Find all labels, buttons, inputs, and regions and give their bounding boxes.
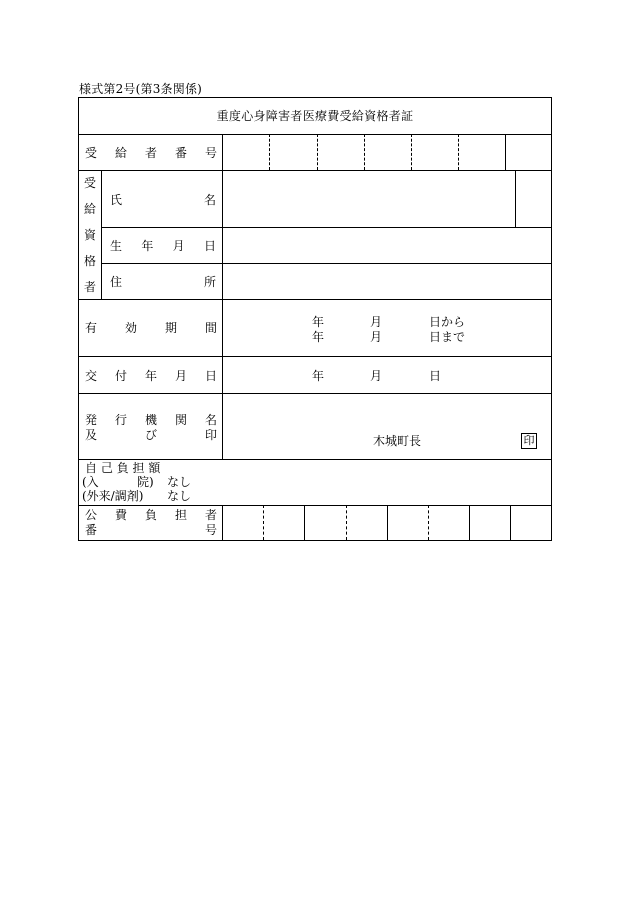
copay-inpatient-open: (入 <box>82 475 99 489</box>
certificate-form <box>78 97 552 541</box>
validity-to-year: 年 <box>312 330 325 344</box>
issue-date-day: 日 <box>429 369 442 383</box>
copay-inpatient-value: なし <box>167 475 192 489</box>
validity-from-year: 年 <box>312 315 325 329</box>
form-caption: 様式第2号(第3条関係) <box>79 82 203 96</box>
validity-from-month: 月 <box>370 315 383 329</box>
label-column-divider <box>222 505 223 540</box>
copay-outpatient-label: (外来/調剤) <box>82 489 144 503</box>
row-divider <box>101 263 551 264</box>
row-divider <box>79 134 551 135</box>
issue-date-label: 交 付 年 月 日 <box>85 369 217 383</box>
seal-mark: 印 <box>521 433 537 449</box>
copay-outpatient-value: なし <box>167 489 192 503</box>
recipient-group-label: 受 給 資 格 者 <box>83 176 96 294</box>
recipient-number-label: 受 給 者 番 号 <box>85 146 217 160</box>
validity-from-day: 日から <box>429 315 466 329</box>
birthdate-label: 生 年 月 日 <box>110 239 216 253</box>
label-column-divider <box>222 134 223 459</box>
issuer-name: 木城町長 <box>373 434 422 448</box>
row-divider <box>101 227 551 228</box>
copay-heading: 自 己 負 担 額 <box>85 461 161 475</box>
group-column-divider <box>101 170 102 299</box>
issuer-label-line2: 及 び 印 <box>85 428 217 442</box>
row-divider <box>79 393 551 394</box>
copay-inpatient-close: 院) <box>137 475 154 489</box>
row-divider <box>79 170 551 171</box>
row-divider <box>79 299 551 300</box>
validity-to-day: 日まで <box>429 330 466 344</box>
certificate-title: 重度心身障害者医療費受給資格者証 <box>216 109 414 123</box>
validity-to-month: 月 <box>370 330 383 344</box>
issue-date-month: 月 <box>370 369 383 383</box>
issuer-label-line1: 発 行 機 関 名 <box>85 413 217 427</box>
row-divider <box>79 459 551 460</box>
name-label: 氏 名 <box>110 193 216 207</box>
issue-date-year: 年 <box>312 369 325 383</box>
public-payer-label-line1: 公 費 負 担 者 <box>85 508 217 522</box>
address-label: 住 所 <box>110 275 216 289</box>
row-divider <box>79 356 551 357</box>
validity-label: 有 効 期 間 <box>85 321 217 335</box>
public-payer-label-line2: 番 号 <box>85 523 217 537</box>
row-divider <box>79 505 551 506</box>
